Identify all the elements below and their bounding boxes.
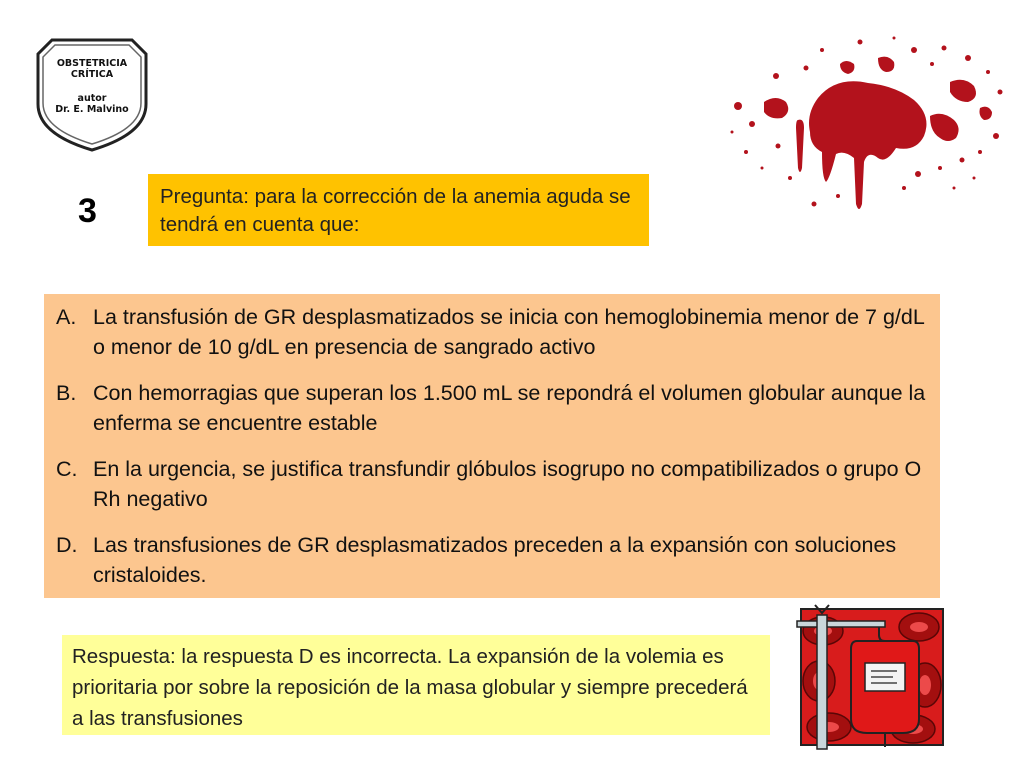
option-c <box>56 454 928 514</box>
option-text: Con hemorragias que superan los 1.500 mL se repondrá el volumen globular aunque la enferma se encuentre estable <box>93 381 926 435</box>
answer-box: Respuesta: la respuesta D es incorrecta. La expansión de la volemia es prioritaria por sobre la reposición de la masa globular y siempre precederá a las transfusiones <box>62 635 770 735</box>
option-letter: D. <box>56 533 78 557</box>
obstetricia-critica-badge <box>34 36 150 154</box>
options-box <box>44 294 940 598</box>
badge-line-2: CRÍTICA <box>70 69 114 80</box>
option-a <box>56 302 928 362</box>
badge-line-3: autor <box>77 93 107 104</box>
option-letter: C. <box>56 457 78 481</box>
blood-bag-image <box>793 601 948 751</box>
option-letter: B. <box>56 381 77 405</box>
option-b <box>56 378 928 438</box>
blood-splatter-image <box>718 28 1008 216</box>
option-text: Las transfusiones de GR desplasmatizados preceden a la expansión con soluciones cristaloides. <box>93 533 897 587</box>
question-number: 3 <box>78 192 97 230</box>
option-d <box>56 530 928 590</box>
blood-splatter-icon <box>718 28 1008 216</box>
option-letter: A. <box>56 305 77 329</box>
blood-bag-icon <box>793 601 948 751</box>
question-box: Pregunta: para la corrección de la anemia aguda se tendrá en cuenta que: <box>148 174 649 246</box>
option-text: La transfusión de GR desplasmatizados se inicia con hemoglobinemia menor de 7 g/dL o menor de 10 g/dL en presencia de sangrado activo <box>93 305 925 359</box>
option-text: En la urgencia, se justifica transfundir glóbulos isogrupo no compatibilizados o grupo O Rh negativo <box>93 457 922 511</box>
badge-line-4: Dr. E. Malvino <box>55 104 129 115</box>
badge-line-1: OBSTETRICIA <box>56 58 128 69</box>
